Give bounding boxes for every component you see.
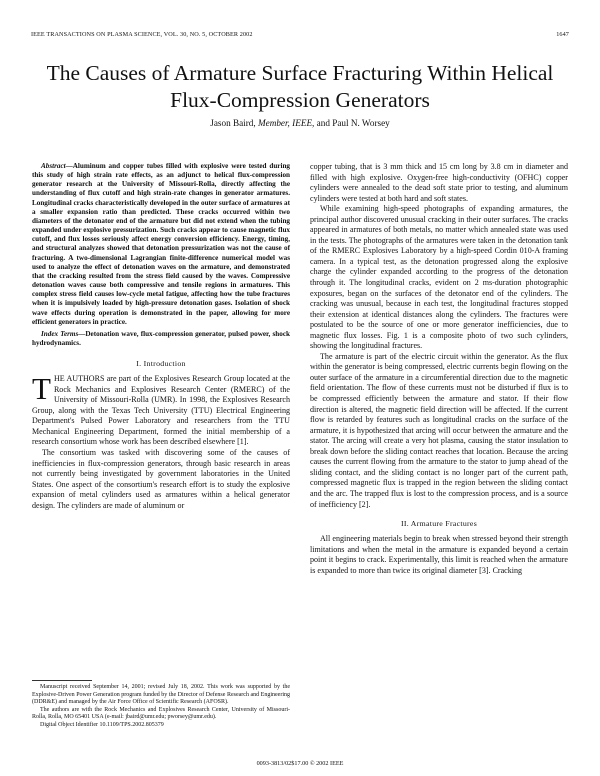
journal-name: IEEE TRANSACTIONS ON PLASMA SCIENCE, VOL. 30, NO. 5, OCTOBER 2002 (31, 31, 253, 38)
right-column (310, 162, 568, 576)
right-paragraph-3: The armature is part of the electric circuit within the generator. As the flux within the generator is being compressed, electric currents begin flowing on the outer surface of the armature in a circumferential direction due to the magnetic field orientation. The flow of these currents must not be disturbed if flux is to be compressed efficiently between the armature and stator. If their flow direction is altered, the magnetic field direction will be affected. If the current flow is retarded by features such as longitudinal cracks on the surface of the armature, it is hypothesized that arcing will occur between the armature and the stator. The arcing will create a very hot plasma, causing the stator insulation to break down before the sliding contact reaches that location. Because the arcing causes the current flowing from the armature to the stator to jump ahead of the sliding contact, and the sliding contact is no longer part of the current path, compressed magnetic flux is trapped in the region between the sliding contact and the arc. The trapped flux is lost to the compression process, and is a source of inefficiency [2]. (310, 351, 568, 509)
abstract-text: Aluminum and copper tubes filled with explosive were tested during this study of high strain rate effects, as an adjunct to helical flux-compression generator research at the University of Missouri-Rolla, directly affecting the understanding of flux cutoff and high strain-rate changes in generator armatures. Longitudinal cracks characteristically developed in the outer surface of armatures at a smaller expansion ratio than predicted. These cracks occurred within two diameters of the detonator end of the armature but did not extend when the tubing expanded under explosive pressurization. Such cracks appear to cause magnetic flux cutoff, and flux losses seriously affect energy conversion efficiency. Energy, timing, and structural analyzes showed that detonation pressurization was not the cause of fracturing. A two-dimensional Lagrangian finite-difference numerical model was used to analyze the effect of detonation waves on the armature, and demonstrated that the cracking resulted from the stress field caused by the waves. Compressive detonation waves cause both compressive and tensile regions in armatures. This complex stress field causes low-cycle metal fatigue, affecting how the tube fractures when it is impulsively loaded by high-pressure detonation gases. Isolation of shock wave effects during operation is demonstrated in the paper, allowing for more efficient generators in practice. (32, 162, 290, 326)
footnote-affiliation: The authors are with the Rock Mechanics and Explosives Research Center, University of Missouri-Rolla, Rolla, MO 65401 USA (e-mail: jbaird@umr.edu; pworsey@umr.edu). (32, 706, 290, 721)
right-paragraph-4: All engineering materials begin to break when stressed beyond their strength limitations and when the metal in the armature is expanded beyond a certain point it begins to crack. Experimentally, this limit is reached when the armature is expanded to more than twice its original diameter [3]. Cracking (310, 534, 568, 575)
index-terms-text: Detonation wave, flux-compression generator, pulsed power, shock hydrodynamics. (32, 329, 290, 347)
right-paragraph-2: While examining high-speed photographs of expanding armatures, the principal author discovered unusual cracking in their outer surfaces. The cracks appeared in armatures of both metals, no matter which annealed state was used in the tests. The photographs of the armatures were taken in the detonation tank of the RMERC Explosives Laboratory by a high-speed Cordin 010-A framing camera. In a typical test, as the detonation progressed along the explosive charge the cylinder expanded according to the progress of the detonation through it. The longitudinal cracks, evident on 2 ms-duration photographic exposures, began on the surfaces of the detonator end of the cylinders. The cracking was unusual, because in each test, the longitudinal fractures stopped their extension at identical distances along the cylinders. The fractures were postulated to be the source of one or more generator inefficiencies, due to magnetic flux losses. Fig. 1 is a composite photo of two such cylinders, showing the longitudinal fractures. (310, 204, 568, 351)
copyright-line: 0093-3813/02$17.00 © 2002 IEEE (256, 760, 344, 767)
section-heading-introduction: I. Introduction (136, 359, 186, 369)
left-column (32, 162, 290, 511)
index-terms (32, 330, 290, 348)
abstract (32, 162, 290, 327)
author-2: and Paul N. Worsey (314, 118, 390, 128)
intro-paragraph-2: The consortium was tasked with discovering some of the causes of inefficiencies in flux-compression generators, through basic research in areas not currently being investigated by government laboratories in the United States. One aspect of the consortium's research effort is to study the explosive expansion of metal cylinders used as armatures within a helical generator design. The cylinders are made of aluminum or (32, 447, 290, 510)
index-terms-label: Index Terms— (41, 329, 86, 338)
author-1: Jason Baird, (210, 118, 258, 128)
footnote-divider (32, 680, 92, 681)
abstract-label: Abstract— (41, 162, 73, 170)
paper-title: The Causes of Armature Surface Fracturing Within Helical Flux-Compression Generators (46, 61, 554, 112)
section-heading-armature-fractures: II. Armature Fractures (400, 519, 478, 529)
author-1-role: Member, IEEE, (257, 118, 315, 128)
footnote-manuscript: Manuscript received September 14, 2001; revised July 18, 2002. This work was supported by the Explosive-Driven Power Generation program funded by the Director of Defense Research and Engineering (DDR&E) and managed by the Air Force Office of Scientific Research (AFOSR). (32, 684, 290, 706)
footnote-doi: Digital Object Identifier 10.1109/TPS.2002.805379 (40, 721, 164, 728)
drop-cap: T (32, 371, 51, 407)
right-paragraph-1: copper tubing, that is 3 mm thick and 15 cm long by 3.8 cm in diameter and filled with high explosive. Oxygen-free high-conductivity (OFHC) copper cylinders were annealed to the dead soft state prior to testing, and aluminum cylinders were tested at both hard and soft states. (310, 162, 568, 203)
running-header (31, 31, 569, 41)
footnote (32, 684, 290, 730)
page-number: 1647 (556, 31, 569, 38)
authors (30, 118, 570, 128)
intro-paragraph-1 (32, 371, 290, 448)
intro-paragraph-1-text: HE AUTHORS are part of the Explosives Research Group located at the Rock Mechanics and Explosives Research Center (RMERC) of the University of Missouri-Rolla (UMR). In 1998, the Explosives Research Group, along with the Texas Tech University (TTU) Electrical Engineering Department's Pulsed Power Laboratory and researchers from the TTU Mechanical Engineering Department, formed the initial membership of a research consortium whose work has been described elsewhere [1]. (32, 374, 290, 447)
